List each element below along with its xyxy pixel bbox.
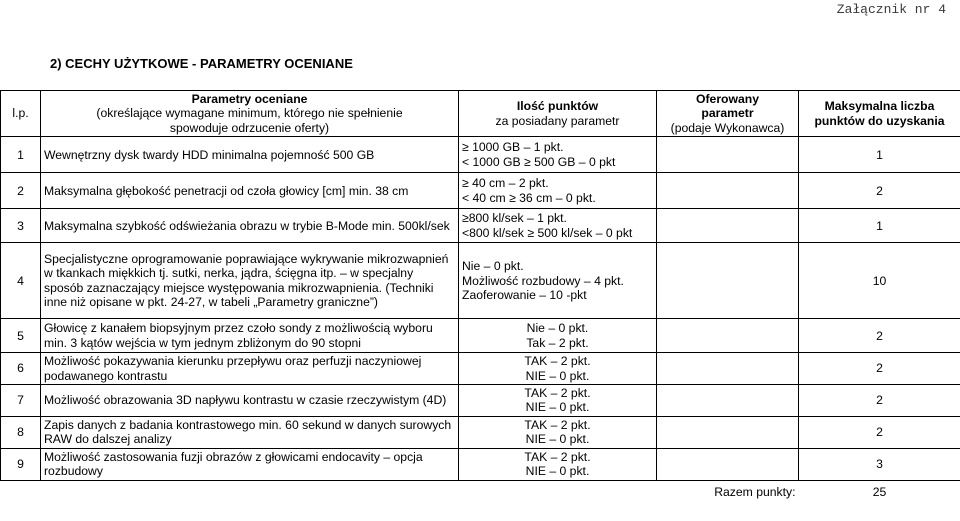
header-offered-title-2: parametr (701, 106, 754, 121)
row-points (459, 385, 657, 417)
header-lp: l.p. (1, 91, 41, 137)
total-label: Razem punkty: (714, 485, 796, 500)
row-max: 1 (799, 137, 960, 173)
attachment-label: Załącznik nr 4 (836, 2, 946, 17)
header-max-title-2: punktów do uzyskania (814, 113, 945, 128)
points-line: Nie – 0 pkt. (462, 259, 524, 274)
header-points-title: Ilość punktów (516, 99, 599, 114)
row-criterion: Maksymalna szybkość odświeżania obrazu w trybie B-Mode min. 500kl/sek (41, 209, 459, 243)
table-row (1, 385, 960, 417)
header-offered-sub: (podaje Wykonawca) (670, 120, 785, 135)
offered-value-cell[interactable] (657, 137, 799, 173)
row-lp: 5 (1, 319, 41, 353)
offered-value-cell[interactable] (657, 416, 799, 448)
points-line: ≥ 40 cm – 2 pkt. (462, 176, 549, 191)
points-line: Nie – 0 pkt. (526, 321, 589, 336)
table-header-row (1, 91, 960, 137)
row-max: 2 (799, 173, 960, 209)
header-max-title-1: Maksymalna liczba (824, 99, 935, 114)
points-line: NIE – 0 pkt. (525, 432, 590, 447)
row-points (459, 319, 657, 353)
row-lp: 6 (1, 353, 41, 385)
row-max: 2 (799, 353, 960, 385)
header-parameters (41, 91, 459, 137)
points-line: NIE – 0 pkt. (525, 400, 590, 415)
row-lp: 4 (1, 243, 41, 319)
row-criterion: Zapis danych z badania kontrastowego min. 60 sekund w danych surowych RAW do dalszej analizy (41, 416, 459, 448)
header-parameters-sub-1: (określające wymagane minimum, którego nie spełnienie (96, 106, 403, 121)
offered-value-cell[interactable] (657, 353, 799, 385)
header-offered (657, 91, 799, 137)
offered-value-cell[interactable] (657, 243, 799, 319)
row-points (459, 243, 657, 319)
row-lp: 3 (1, 209, 41, 243)
offered-value-cell[interactable] (657, 209, 799, 243)
parameters-table (0, 90, 960, 504)
points-line: ≥ 1000 GB – 1 pkt. (462, 140, 564, 155)
row-max: 2 (799, 416, 960, 448)
header-max (799, 91, 960, 137)
offered-value-cell[interactable] (657, 448, 799, 480)
points-line: TAK – 2 pkt. (524, 449, 591, 464)
row-points (459, 137, 657, 173)
section-heading: 2) CECHY UŻYTKOWE - PARAMETRY OCENIANE (50, 56, 353, 71)
row-max: 2 (799, 385, 960, 417)
row-points (459, 173, 657, 209)
row-points (459, 209, 657, 243)
row-criterion: Możliwość obrazowania 3D napływu kontrastu w czasie rzeczywistym (4D) (41, 385, 459, 417)
points-line: < 40 cm ≥ 36 cm – 0 pkt. (462, 190, 596, 205)
row-points (459, 416, 657, 448)
table-row (1, 353, 960, 385)
points-line: < 1000 GB ≥ 500 GB – 0 pkt (462, 154, 616, 169)
row-criterion: Możliwość pokazywania kierunku przepływu oraz perfuzji naczyniowej podawanego kontrastu (41, 353, 459, 385)
points-line: NIE – 0 pkt. (525, 368, 590, 383)
row-criterion: Maksymalna głębokość penetracji od czoła głowicy [cm] min. 38 cm (41, 173, 459, 209)
row-lp: 8 (1, 416, 41, 448)
row-criterion: Specjalistyczne oprogramowanie poprawiające wykrywanie mikrozwapnień w tkankach miękkich tj. sutki, nerka, jądra, ścięgna itp. – w specjalny sposób zaznaczający miejsce występowania mikrozwapnienia. (Techniki inne niż opisane w pkt. 24-27, w tabeli „Parametry graniczne”) (41, 243, 459, 319)
row-max: 1 (799, 209, 960, 243)
header-points-sub: za posiadany parametr (495, 113, 620, 128)
offered-value-cell[interactable] (657, 385, 799, 417)
row-criterion: Głowicę z kanałem biopsyjnym przez czoło sondy z możliwością wyboru min. 3 kątów wejścia w tym jednym zbliżonym do 90 stopni (41, 319, 459, 353)
row-criterion: Wewnętrzny dysk twardy HDD minimalna pojemność 500 GB (41, 137, 459, 173)
header-offered-title-1: Oferowany (696, 92, 759, 106)
table-row (1, 173, 960, 209)
table-row (1, 137, 960, 173)
total-row (1, 480, 960, 504)
table-row (1, 416, 960, 448)
row-max: 3 (799, 448, 960, 480)
table-row (1, 209, 960, 243)
points-line: ≥800 kl/sek – 1 pkt. (462, 211, 567, 226)
table-row (1, 243, 960, 319)
header-parameters-sub-2: spowoduje odrzucenie oferty) (169, 120, 330, 135)
total-value: 25 (872, 485, 887, 500)
row-lp: 1 (1, 137, 41, 173)
points-line: Zaoferowanie – 10 -pkt (462, 287, 587, 302)
points-line: TAK – 2 pkt. (524, 354, 591, 369)
row-points (459, 448, 657, 480)
row-points (459, 353, 657, 385)
points-line: TAK – 2 pkt. (524, 386, 591, 401)
row-max: 10 (799, 243, 960, 319)
row-criterion: Możliwość zastosowania fuzji obrazów z głowicami endocavity – opcja rozbudowy (41, 448, 459, 480)
table-row (1, 319, 960, 353)
offered-value-cell[interactable] (657, 319, 799, 353)
points-line: <800 kl/sek ≥ 500 kl/sek – 0 pkt (462, 225, 633, 240)
points-line: TAK – 2 pkt. (524, 417, 591, 432)
row-lp: 7 (1, 385, 41, 417)
header-points (459, 91, 657, 137)
header-parameters-title: Parametry oceniane (191, 92, 308, 106)
row-lp: 9 (1, 448, 41, 480)
points-line: NIE – 0 pkt. (525, 464, 590, 479)
points-line: Tak – 2 pkt. (526, 335, 589, 350)
row-lp: 2 (1, 173, 41, 209)
table-row (1, 448, 960, 480)
points-line: Możliwość rozbudowy – 4 pkt. (462, 273, 624, 288)
offered-value-cell[interactable] (657, 173, 799, 209)
row-max: 2 (799, 319, 960, 353)
